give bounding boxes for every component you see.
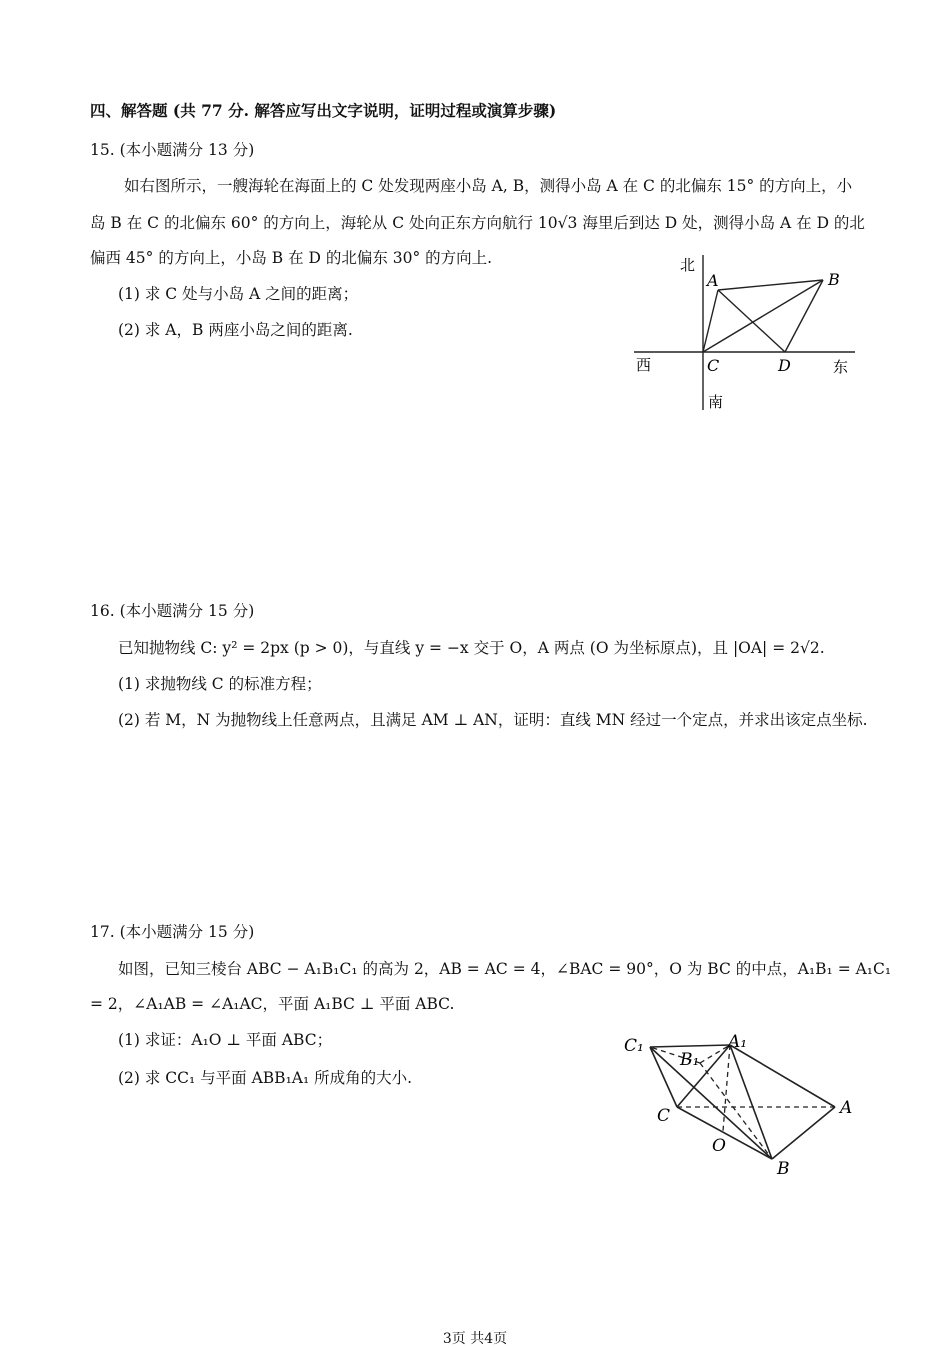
problem-16-question-2: (2) 若 M，N 为抛物线上任意两点，且满足 AM ⊥ AN，证明：直线 MN 经过一个定点，并求出该定点坐标. [118, 711, 868, 729]
problem-16-header: 16. (本小题满分 15 分) [90, 602, 255, 620]
problem-17-question-1: (1) 求证：A₁O ⊥ 平面 ABC； [118, 1031, 333, 1049]
problem-15-text-3: 偏西 45° 的方向上，小岛 B 在 D 的北偏东 30° 的方向上. [90, 249, 493, 267]
problem-15-text-1: 如右图所示，一艘海轮在海面上的 C 处发现两座小岛 A, B，测得小岛 A 在 C 的北偏东 15° 的方向上，小 [124, 177, 853, 195]
east-label: 东 [833, 358, 849, 376]
edge-C1B [650, 1047, 772, 1159]
edge-C1C [650, 1047, 677, 1107]
south-label: 南 [708, 393, 724, 411]
point-C-label: C [657, 1106, 671, 1126]
point-D-label: D [778, 356, 791, 375]
problem-17-header: 17. (本小题满分 15 分) [90, 923, 255, 941]
segment-AD [718, 290, 785, 352]
point-A-label: A [707, 271, 719, 290]
problem-15-header: 15. (本小题满分 13 分) [90, 141, 255, 159]
edge-A1B [730, 1045, 772, 1159]
edge-B1B-hidden [700, 1063, 772, 1159]
problem-16-question-1: (1) 求抛物线 C 的标准方程； [118, 675, 322, 693]
edge-A1A [730, 1045, 835, 1107]
point-A1-label: A₁ [728, 1032, 748, 1052]
segment-CA [703, 290, 718, 352]
problem-16-text-1: 已知抛物线 C: y² = 2px (p > 0)，与直线 y = −x 交于 O，A 两点 (O 为坐标原点)，且 |OA| = 2√2. [118, 639, 825, 657]
frustum-diagram [620, 1025, 870, 1180]
problem-15-text-2: 岛 B 在 C 的北偏东 60° 的方向上，海轮从 C 处向正东方向航行 10√3 海里后到达 D 处，测得小岛 A 在 D 的北 [90, 214, 865, 232]
compass-diagram [630, 250, 860, 415]
section-title: 四、解答题 (共 77 分. 解答应写出文字说明，证明过程或演算步骤) [90, 101, 557, 120]
point-B-label: B [777, 1159, 790, 1179]
segment-AB [718, 280, 823, 290]
edge-AB [772, 1107, 835, 1159]
point-B-label: B [828, 270, 840, 289]
problem-15-question-2: (2) 求 A，B 两座小岛之间的距离. [118, 321, 353, 339]
point-C-label: C [707, 356, 720, 375]
point-B1-label: B₁ [680, 1050, 700, 1070]
point-C1-label: C₁ [624, 1036, 644, 1056]
edge-C1A1 [650, 1045, 730, 1047]
point-O-label: O [712, 1136, 726, 1156]
edge-B1A1-hidden [700, 1045, 730, 1063]
page-footer: 3页 共4页 [442, 1331, 508, 1347]
segment-CB [703, 280, 823, 352]
point-A-label: A [840, 1098, 853, 1118]
north-label: 北 [680, 256, 696, 274]
problem-17-text-2: = 2，∠A₁AB = ∠A₁AC，平面 A₁BC ⊥ 平面 ABC. [90, 995, 455, 1013]
west-label: 西 [636, 356, 652, 374]
problem-17-text-1: 如图，已知三棱台 ABC − A₁B₁C₁ 的高为 2，AB = AC = 4，∠BAC = 90°，O 为 BC 的中点，A₁B₁ = A₁C₁ [118, 960, 892, 978]
problem-17-question-2: (2) 求 CC₁ 与平面 ABB₁A₁ 所成角的大小. [118, 1069, 413, 1087]
problem-15-question-1: (1) 求 C 处与小岛 A 之间的距离； [118, 285, 359, 303]
